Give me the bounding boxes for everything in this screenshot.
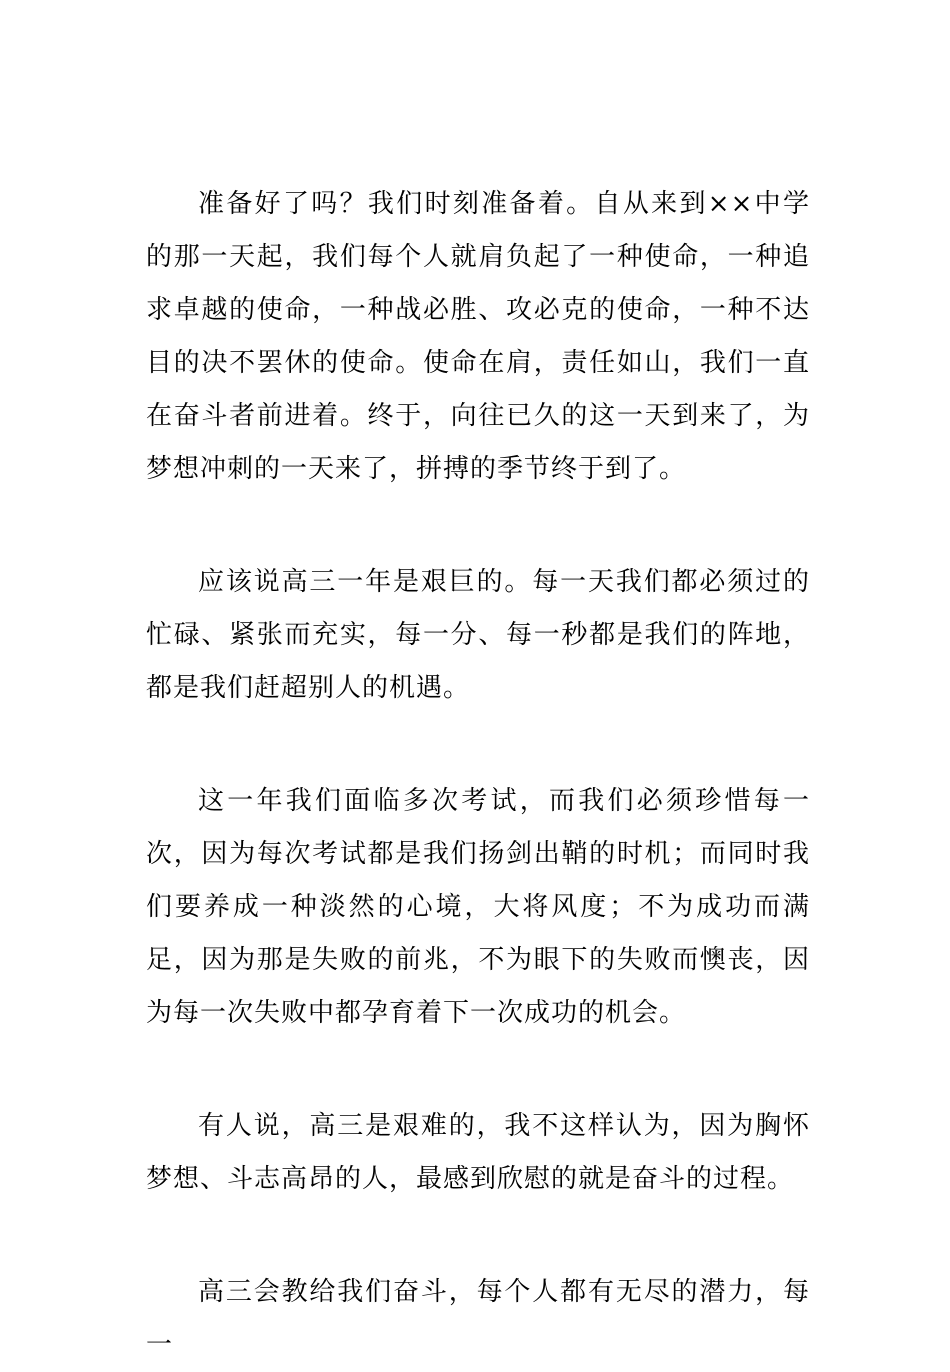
paragraph-1: 准备好了吗？我们时刻准备着。自从来到××中学的那一天起，我们每个人就肩负起了一种使命，一种追求卓越的使命，一种战必胜、攻必克的使命，一种不达目的决不罢休的使命。使命在肩，责任如山，我们一直在奋斗者前进着。终于，向往已久的这一天到来了，为梦想冲刺的一天来了，拼搏的季节终于到了。 [146,189,810,484]
paragraph-2: 应该说高三一年是艰巨的。每一天我们都必须过的忙碌、紧张而充实，每一分、每一秒都是我们的阵地，都是我们赶超别人的机遇。 [146,567,810,703]
document-body [146,178,810,1372]
paragraph-5: 高三会教给我们奋斗，每个人都有无尽的潜力，每一 [146,1277,810,1360]
paragraph-4: 有人说，高三是艰难的，我不这样认为，因为胸怀梦想、斗志高昂的人，最感到欣慰的就是奋斗的过程。 [146,1111,810,1194]
paragraph-3: 这一年我们面临多次考试，而我们必须珍惜每一次，因为每次考试都是我们扬剑出鞘的时机；而同时我们要养成一种淡然的心境，大将风度；不为成功而满足，因为那是失败的前兆，不为眼下的失败而懊丧，因为每一次失败中都孕育着下一次成功的机会。 [146,786,810,1028]
